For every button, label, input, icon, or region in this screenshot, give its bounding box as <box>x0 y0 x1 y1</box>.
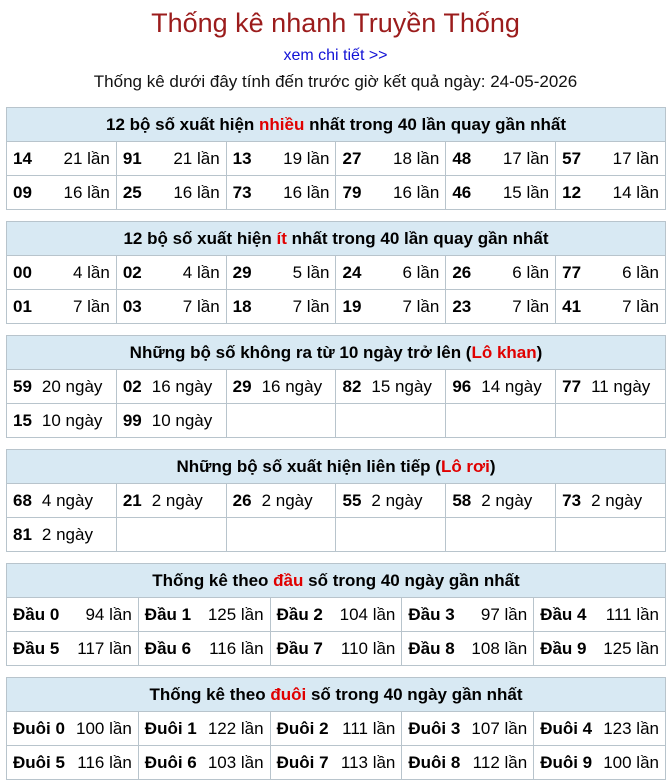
number-cell: 13 19 lần <box>226 142 336 176</box>
number-cell: 91 21 lần <box>116 142 226 176</box>
table-row <box>7 484 666 518</box>
duoi-cell: Đuôi 1 122 lần <box>138 712 270 746</box>
view-details-link[interactable]: xem chi tiết >> <box>283 47 388 64</box>
number-cell: 59 20 ngày <box>7 370 117 404</box>
number-cell: 23 7 lần <box>446 290 556 324</box>
number-cell: 99 10 ngày <box>116 404 226 438</box>
empty-cell <box>226 404 336 438</box>
page-title: Thống kê nhanh Truyền Thống <box>151 8 520 38</box>
number-cell: 02 16 ngày <box>116 370 226 404</box>
page-subtitle: Thống kê dưới đây tính đến trước giờ kết quả ngày: 24-05-2026 <box>93 72 578 91</box>
most-frequent-header: 12 bộ số xuất hiện nhiều nhất trong 40 lần quay gần nhất <box>7 108 666 142</box>
number-cell: 46 15 lần <box>446 176 556 210</box>
number-cell: 73 16 lần <box>226 176 336 210</box>
duoi-cell: Đuôi 5 116 lần <box>7 746 139 780</box>
number-cell: 77 11 ngày <box>556 370 666 404</box>
lo-roi-table <box>6 449 666 552</box>
number-cell: 00 4 lần <box>7 256 117 290</box>
number-cell: 03 7 lần <box>116 290 226 324</box>
table-row <box>7 256 666 290</box>
number-cell: 01 7 lần <box>7 290 117 324</box>
number-cell: 09 16 lần <box>7 176 117 210</box>
empty-cell <box>116 518 226 552</box>
number-cell: 96 14 ngày <box>446 370 556 404</box>
number-cell: 48 17 lần <box>446 142 556 176</box>
dau-cell: Đầu 4 111 lần <box>534 598 666 632</box>
dau-cell: Đầu 1 125 lần <box>138 598 270 632</box>
empty-cell <box>226 518 336 552</box>
number-cell: 18 7 lần <box>226 290 336 324</box>
duoi-cell: Đuôi 6 103 lần <box>138 746 270 780</box>
number-cell: 21 2 ngày <box>116 484 226 518</box>
duoi-cell: Đuôi 7 113 lần <box>270 746 402 780</box>
dau-cell: Đầu 5 117 lần <box>7 632 139 666</box>
number-cell: 25 16 lần <box>116 176 226 210</box>
most-frequent-table <box>6 107 666 210</box>
duoi-cell: Đuôi 9 100 lần <box>534 746 666 780</box>
dau-cell: Đầu 9 125 lần <box>534 632 666 666</box>
number-cell: 14 21 lần <box>7 142 117 176</box>
least-frequent-table <box>6 221 666 324</box>
number-cell: 29 5 lần <box>226 256 336 290</box>
number-cell: 02 4 lần <box>116 256 226 290</box>
number-cell: 73 2 ngày <box>556 484 666 518</box>
duoi-cell: Đuôi 3 107 lần <box>402 712 534 746</box>
number-cell: 29 16 ngày <box>226 370 336 404</box>
duoi-cell: Đuôi 0 100 lần <box>7 712 139 746</box>
number-cell: 15 10 ngày <box>7 404 117 438</box>
empty-cell <box>336 404 446 438</box>
number-cell: 82 15 ngày <box>336 370 446 404</box>
number-cell: 55 2 ngày <box>336 484 446 518</box>
number-cell: 26 2 ngày <box>226 484 336 518</box>
number-cell: 57 17 lần <box>556 142 666 176</box>
table-row <box>7 598 666 632</box>
table-row <box>7 176 666 210</box>
number-cell: 77 6 lần <box>556 256 666 290</box>
empty-cell <box>446 404 556 438</box>
number-cell: 41 7 lần <box>556 290 666 324</box>
table-row <box>7 632 666 666</box>
number-cell: 12 14 lần <box>556 176 666 210</box>
number-cell: 19 7 lần <box>336 290 446 324</box>
duoi-cell: Đuôi 4 123 lần <box>534 712 666 746</box>
dau-table <box>6 563 666 666</box>
table-row <box>7 712 666 746</box>
lo-khan-table <box>6 335 666 438</box>
least-frequent-header: 12 bộ số xuất hiện ít nhất trong 40 lần quay gần nhất <box>7 222 666 256</box>
number-cell: 24 6 lần <box>336 256 446 290</box>
lo-khan-header: Những bộ số không ra từ 10 ngày trở lên (Lô khan) <box>7 336 666 370</box>
table-row <box>7 290 666 324</box>
duoi-header: Thống kê theo đuôi số trong 40 ngày gần nhất <box>7 678 666 712</box>
number-cell: 68 4 ngày <box>7 484 117 518</box>
empty-cell <box>556 518 666 552</box>
duoi-table <box>6 677 666 780</box>
dau-cell: Đầu 6 116 lần <box>138 632 270 666</box>
empty-cell <box>446 518 556 552</box>
dau-cell: Đầu 2 104 lần <box>270 598 402 632</box>
dau-cell: Đầu 3 97 lần <box>402 598 534 632</box>
number-cell: 27 18 lần <box>336 142 446 176</box>
duoi-cell: Đuôi 8 112 lần <box>402 746 534 780</box>
empty-cell <box>336 518 446 552</box>
table-row <box>7 370 666 404</box>
empty-cell <box>556 404 666 438</box>
number-cell: 79 16 lần <box>336 176 446 210</box>
dau-cell: Đầu 7 110 lần <box>270 632 402 666</box>
table-row <box>7 404 666 438</box>
duoi-cell: Đuôi 2 111 lần <box>270 712 402 746</box>
dau-cell: Đầu 0 94 lần <box>7 598 139 632</box>
table-row <box>7 746 666 780</box>
number-cell: 58 2 ngày <box>446 484 556 518</box>
number-cell: 26 6 lần <box>446 256 556 290</box>
lo-roi-header: Những bộ số xuất hiện liên tiếp (Lô rơi) <box>7 450 666 484</box>
dau-cell: Đầu 8 108 lần <box>402 632 534 666</box>
dau-header: Thống kê theo đầu số trong 40 ngày gần nhất <box>7 564 666 598</box>
table-row <box>7 142 666 176</box>
table-row <box>7 518 666 552</box>
number-cell: 81 2 ngày <box>7 518 117 552</box>
